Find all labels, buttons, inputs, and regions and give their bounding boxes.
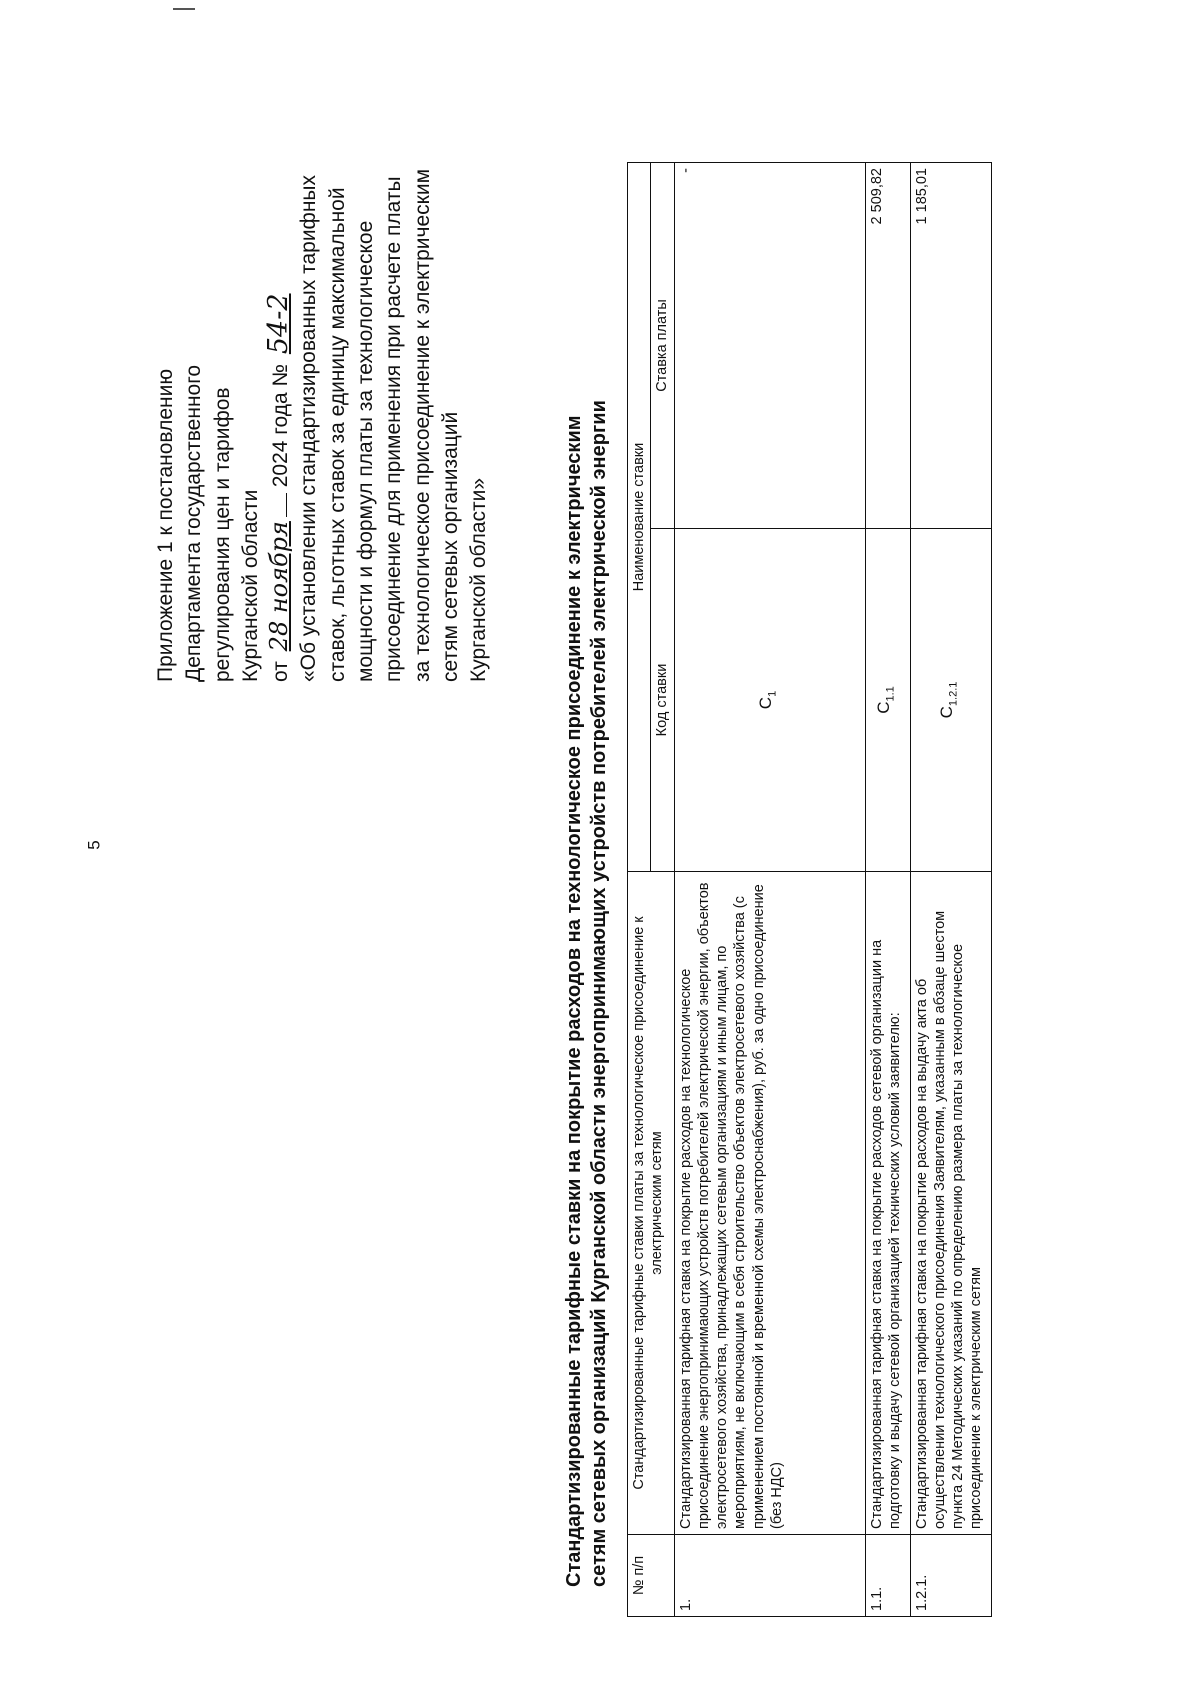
table-row bbox=[674, 163, 865, 1617]
table-header-row bbox=[628, 163, 651, 1617]
appendix-line: Приложение 1 к постановлению bbox=[154, 368, 177, 682]
row-number: 1.2.1. bbox=[910, 1535, 991, 1617]
table-row bbox=[910, 163, 991, 1617]
resolution-title-line: «Об установлении стандартизированных тарифных bbox=[297, 174, 321, 682]
row-code bbox=[674, 529, 865, 872]
document-title bbox=[562, 287, 612, 1587]
date-underline bbox=[286, 493, 287, 517]
header-rate-value: Ставка платы bbox=[651, 163, 674, 529]
document-title-line: Стандартизированные тарифные ставки на покрытие расходов на технологическое присоединение к электрическим bbox=[563, 415, 585, 1587]
table-row bbox=[865, 163, 910, 1617]
document-title-line: сетям сетевых организаций Курганской области энергопринимающих устройств потребителей электрической энергии bbox=[588, 400, 610, 1587]
row-rate: - bbox=[674, 163, 865, 529]
row-code bbox=[910, 529, 991, 872]
row-rate: 2 509,82 bbox=[865, 163, 910, 529]
tariff-table-wrapper bbox=[627, 162, 992, 1617]
code-subscript: 1.2.1 bbox=[947, 681, 960, 707]
handwritten-number: 54-2 bbox=[263, 293, 295, 355]
code-letter: C bbox=[937, 706, 957, 719]
header-rate-group: Наименование ставки bbox=[628, 163, 651, 872]
code-subscript: 1 bbox=[766, 690, 779, 697]
resolution-title-line: присоединение для применения при расчете платы bbox=[382, 176, 406, 682]
row-rate: 1 185,01 bbox=[910, 163, 991, 529]
row-number: 1. bbox=[674, 1535, 865, 1617]
code-letter: C bbox=[756, 696, 776, 710]
date-prefix: от bbox=[269, 661, 293, 682]
resolution-title-line: сетям сетевых организаций bbox=[438, 411, 462, 682]
header-number: № п/п bbox=[628, 1535, 675, 1617]
row-name: Стандартизированная тарифная ставка на покрытие расходов на выдачу акта об осуществлении технологического присоединения Заявителям, указанным в абзаце шестом пункта 24 Методических указаний по определению размера платы за технологическое присоединение к электрическим сетям bbox=[910, 872, 991, 1535]
code-letter: C bbox=[874, 701, 894, 714]
appendix-line: Курганской области bbox=[238, 489, 262, 682]
code-subscript: 1.1 bbox=[884, 686, 897, 702]
handwritten-date: 28 ноября bbox=[265, 521, 294, 652]
resolution-title-line: мощности и формул платы за технологическое bbox=[354, 220, 378, 682]
appendix-line: Департамента государственного bbox=[182, 364, 206, 682]
header-rate-code: Код ставки bbox=[651, 529, 674, 872]
resolution-date-line bbox=[265, 2, 295, 682]
row-name: Стандартизированная тарифная ставка на покрытие расходов сетевой организации на подготовку и выдачу сетевой организацией технических условий заявителю: bbox=[865, 872, 910, 1535]
year-text: 2024 года № bbox=[269, 363, 293, 488]
appendix-line: регулирования цен и тарифов bbox=[210, 387, 234, 682]
resolution-title-line: ставок, льготных ставок за единицу максимальной bbox=[325, 187, 349, 682]
row-number: 1.1. bbox=[865, 1535, 910, 1617]
row-name: Стандартизированная тарифная ставка на покрытие расходов на технологическое присоединение энергопринимающих устройств потребителей электрической энергии, объектов электросетевого хозяйства, принадлежащих сетевым организациям и иным лицам, по мероприятиям, не включающим в себя строительство объектов электросетевого хозяйства (с применением постоянной и временной схемы электроснабжения), руб. за одно присоединение (без НДС) bbox=[674, 872, 865, 1535]
resolution-title-line: Курганской области» bbox=[467, 477, 491, 682]
header-rate-name: Стандартизированные тарифные ставки платы за технологическое присоединение к электрическим сетям bbox=[628, 872, 675, 1535]
appendix-header bbox=[152, 2, 494, 682]
row-code bbox=[865, 529, 910, 872]
page-number: 5 bbox=[84, 840, 104, 850]
tariff-table bbox=[627, 162, 992, 1617]
resolution-title-line: за технологическое присоединение к электрическим bbox=[410, 168, 434, 682]
